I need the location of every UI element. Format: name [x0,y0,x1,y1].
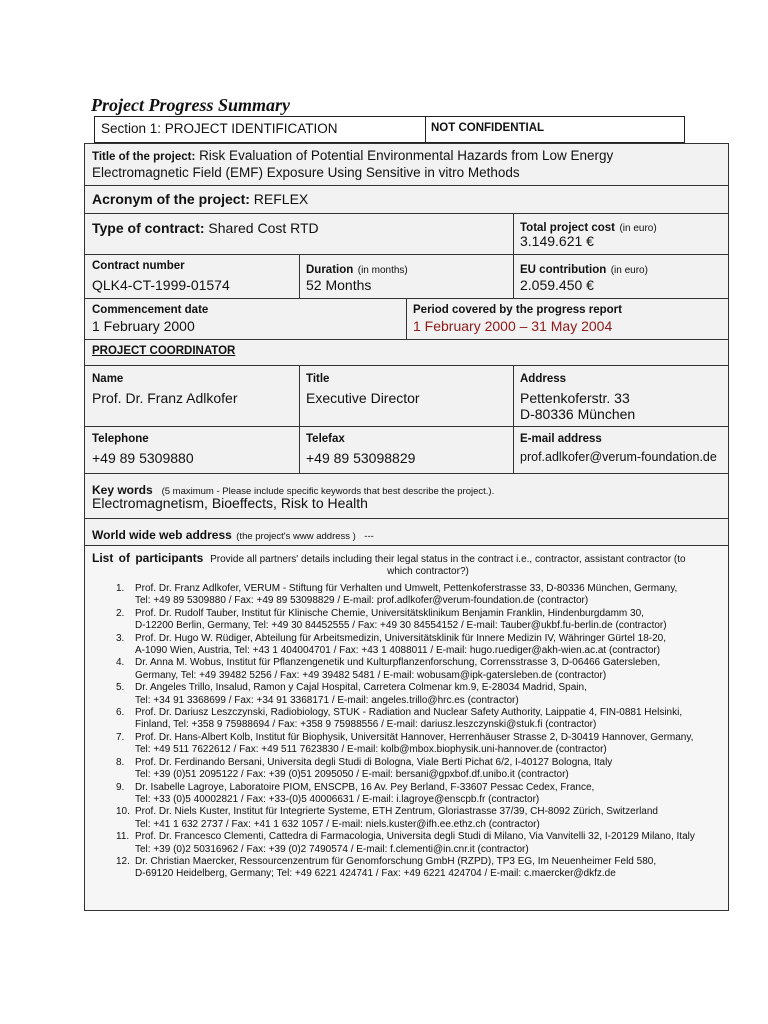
participant-item [107,757,717,782]
total-cost-label: Total project cost [520,222,615,234]
project-title-label: Title of the project: [92,151,196,163]
participant-number: 7. [116,731,125,743]
coordinator-heading: PROJECT COORDINATOR [92,345,236,357]
participant-number: 5. [116,682,125,694]
telefax-value: +49 89 53098829 [306,450,416,466]
eu-contribution-value: 2.059.450 € [520,277,594,293]
participant-item [107,633,717,658]
contract-type-label: Type of contract: [92,220,205,236]
confidentiality-label: NOT CONFIDENTIAL [431,122,545,134]
participant-line1: Prof. Dr. Rudolf Tauber, Institut für Klinische Chemie, Universitätsklinikum Benjamin Franklin, Hindenburgdamm 30, [135,607,644,619]
email-value: prof.adlkofer@verum-foundation.de [520,450,717,464]
section-header [94,116,685,143]
participant-item [107,831,717,856]
duration-value: 52 Months [306,277,372,293]
acronym-value: REFLEX [253,191,309,207]
commencement-cell [84,298,407,340]
title-value: Executive Director [306,390,420,406]
participant-line1: Prof. Dr. Ferdinando Bersani, Universita degli Studi di Bologna, Viale Berti Pichat 6/2, I-40127 Bologna, Italy [135,756,613,768]
participant-item [107,856,717,881]
web-cell [84,518,729,546]
project-title-line2: Electromagnetic Field (EMF) Exposure Using Sensitive in vitro Methods [92,165,520,180]
contract-type-value: Shared Cost RTD [208,220,319,236]
web-label: World wide web address [92,528,232,542]
telefax-label: Telefax [306,433,345,445]
participant-line2: Tel: +34 91 3368699 / Fax: +34 91 3368171 / E-mail: angeles.trillo@hrc.es (contractor) [135,694,519,706]
commencement-value: 1 February 2000 [92,318,195,334]
web-value: --- [364,531,374,542]
participant-line1: Prof. Dr. Hans-Albert Kolb, Institut für Biophysik, Universität Hannover, Herrenhäuser Strasse 2, D-30419 Hannover, Germany, [135,731,694,743]
participant-number: 1. [116,583,125,594]
participant-line2: D-69120 Heidelberg, Germany; Tel: +49 6221 424741 / Fax: +49 6221 424704 / E-mail: c.maercker@dkfz.de [135,868,616,880]
participants-label: List of participants [92,551,204,565]
email-cell [513,426,729,474]
coordinator-name-cell [84,365,300,427]
telephone-value: +49 89 5309880 [92,450,194,466]
participant-number: 11. [116,831,130,843]
telephone-label: Telephone [92,433,149,445]
keywords-value: Electromagnetism, Bioeffects, Risk to Health [92,495,368,511]
web-hint: (the project's www address ) [236,531,356,542]
participant-number: 4. [116,657,125,669]
duration-label: Duration [306,264,354,276]
total-cost-cell [513,213,729,255]
address-label: Address [520,373,567,385]
email-label: E-mail address [520,433,602,445]
period-label: Period covered by the progress report [413,304,622,316]
participant-line2: Finland, Tel: +358 9 75988694 / Fax: +358 9 75988556 / E-mail: dariusz.leszczynski@stuk.fi (contractor) [135,719,597,731]
address-line2: D-80336 München [520,406,636,422]
participant-line2: Tel: +49 511 7622612 / Fax: +49 511 7623830 / E-mail: kolb@mbox.biophysik.uni-hannover.de (contractor) [135,744,607,756]
project-title-line1: Risk Evaluation of Potential Environmental Hazards from Low Energy [199,148,614,163]
contract-number-label: Contract number [92,260,185,272]
participant-number: 6. [116,707,125,719]
keywords-hint: (5 maximum - Please include specific keywords that best describe the project.). [161,486,495,497]
participant-line2: Tel: +49 89 5309880 / Fax: +49 89 53098829 / E-mail: prof.adlkofer@verum-foundation.de (contractor) [135,595,589,607]
participant-line1: Dr. Christian Maercker, Ressourcenzentrum für Genomforschung GmbH (RZPD), TP3 EG, Im Neuenheimer Feld 580, [135,855,657,867]
contract-number-cell [84,254,300,299]
commencement-label: Commencement date [92,304,209,316]
participant-item [107,682,717,707]
participant-line2: Germany, Tel: +49 39482 5256 / Fax: +49 39482 5481 / E-mail: wobusam@ipk-gatersleben.de (contractor) [135,669,607,681]
keywords-label: Key words [92,483,153,497]
eu-contribution-label: EU contribution [520,264,607,276]
participant-item [107,707,717,732]
participant-line1: Prof. Dr. Francesco Clementi, Cattedra di Farmacologia, Universita degli Studi di Milano, Via Vanvitelli 32, I-20129 Milano, Italy [135,831,695,843]
acronym-cell [84,185,729,214]
participant-item [107,732,717,757]
telephone-cell [84,426,300,474]
participants-hint-line2: which contractor?) [387,566,469,577]
project-title-cell [84,143,729,186]
participant-number: 12. [116,855,130,867]
total-cost-value: 3.149.621 € [520,233,594,249]
title-label: Title [306,373,330,385]
participant-line2: Tel: +39 (0)2 50316962 / Fax: +39 (0)2 7490574 / E-mail: f.clementi@in.cnr.it (contractor) [135,843,529,855]
contract-type-cell [84,213,514,255]
participant-line2: D-12200 Berlin, Germany, Tel: +49 30 84452555 / Fax: +49 30 84554152 / E-mail: Tauber@ukbf.fu-berlin.de (contractor) [135,620,667,632]
coordinator-heading-cell [84,339,729,366]
section-label: Section 1: PROJECT IDENTIFICATION [101,121,338,136]
contract-number-value: QLK4-CT-1999-01574 [92,277,230,293]
participant-line2: Tel: +39 (0)51 2095122 / Fax: +39 (0)51 2095050 / E-mail: bersani@gpxbof.df.unibo.it (contractor) [135,769,569,781]
participant-number: 8. [116,756,125,768]
name-value: Prof. Dr. Franz Adlkofer [92,390,238,406]
participants-list [107,583,717,881]
participant-item [107,657,717,682]
period-cell [406,298,729,340]
participant-item [107,782,717,807]
participant-number: 3. [116,632,125,644]
coordinator-address-cell [513,365,729,427]
name-label: Name [92,373,124,385]
eu-contribution-unit: (in euro) [610,265,648,276]
total-cost-unit: (in euro) [619,223,657,234]
participant-line1: Prof. Dr. Hugo W. Rüdiger, Abteilung für Arbeitsmedizin, Universitätsklinik für Innere Medizin IV, Währinger Gürtel 18-20, [135,632,666,644]
period-value: 1 February 2000 – 31 May 2004 [413,318,613,334]
duration-cell [299,254,514,299]
participant-line2: Tel: +41 1 632 2737 / Fax: +41 1 632 1057 / E-mail: niels.kuster@ifh.ee.ethz.ch (contractor) [135,818,540,830]
eu-contribution-cell [513,254,729,299]
participant-item [107,583,717,608]
participant-number: 9. [116,781,125,793]
participant-item [107,608,717,633]
participants-hint: Provide all partners' details including their legal status in the contract i.e., contractor, assistant contractor (to [210,554,686,565]
telefax-cell [299,426,514,474]
address-line1: Pettenkoferstr. 33 [520,390,630,406]
participant-line1: Dr. Anna M. Wobus, Institut für Pflanzengenetik und Kulturpflanzenforschung, Corrensstrasse 3, D-06466 Gatersleben, [135,657,661,669]
participant-line1: Prof. Dr. Dariusz Leszczynski, Radiobiology, STUK - Radiation and Nuclear Safety Authority, Laippatie 4, FIN-0881 Helsinki, [135,707,683,719]
page-title: Project Progress Summary [91,95,291,115]
participant-line2: A-1090 Wien, Austria, Tel: +43 1 404004701 / Fax: +43 1 4088011 / E-mail: hugo.ruediger@akh-wien.ac.at (contractor) [135,645,661,657]
participant-line1: Prof. Dr. Niels Kuster, Institut für Integrierte Systeme, ETH Zentrum, Gloriastrasse 37/39, CH-8092 Zürich, Switzerland [135,806,658,818]
keywords-cell [84,473,729,519]
participant-line1: Prof. Dr. Franz Adlkofer, VERUM - Stiftung für Verhalten und Umwelt, Pettenkoferstrasse 33, D-80336 München, Germany, [135,583,678,594]
participant-line1: Dr. Isabelle Lagroye, Laboratoire PIOM, ENSCPB, 16 Av. Pey Berland, F-33607 Pessac Cedex, France, [135,781,595,793]
participant-number: 10. [116,806,130,818]
participant-item [107,806,717,831]
participant-line1: Dr. Angeles Trillo, Insalud, Ramon y Cajal Hospital, Carretera Colmenar km.9, E-28034 Madrid, Spain, [135,682,587,694]
acronym-label: Acronym of the project: [92,191,250,207]
participant-line2: Tel: +33 (0)5 40002821 / Fax: +33-(0)5 40006631 / E-mail: i.lagroye@enscpb.fr (contractor) [135,793,540,805]
duration-unit: (in months) [357,265,408,276]
coordinator-title-cell [299,365,514,427]
participant-number: 2. [116,607,125,619]
